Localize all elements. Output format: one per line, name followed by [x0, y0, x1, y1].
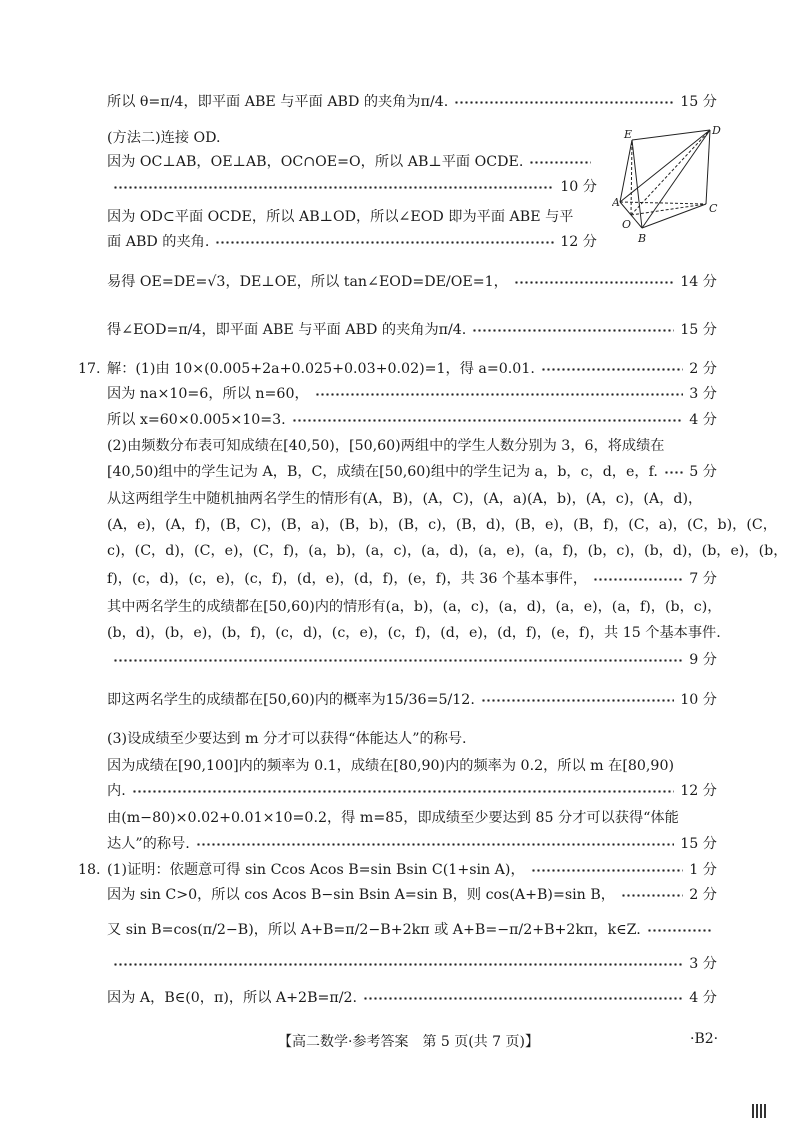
edge-D-A [620, 130, 710, 202]
line-31: 因为 A，B∈(0，π)，所以 A+2B=π/2. 4 分 [107, 990, 717, 1006]
label-B: B [638, 232, 647, 245]
edge-O-C [631, 204, 706, 215]
page-id: ·B2· [690, 1031, 719, 1047]
edge-O-E [631, 140, 632, 215]
line-18: 其中两名学生的成绩都在[50,60)内的情形有(a，b)，(a，c)，(a，d)，(a，e)，(a，f)，(b，c)， [107, 599, 722, 615]
line-15: (A，e)，(A，f)，(B，C)，(B，a)，(B，b)，(B，c)，(B，d)，(B，e)，(B，f)，(C，a)，(C，b)，(C， [107, 517, 777, 533]
line-1: 所以 θ=π/4，即平面 ABE 与平面 ABD 的夹角为π/4. 15 分 [107, 94, 717, 110]
line-21: 即这两名学生的成绩都在[50,60)内的概率为15/36=5/12. 10 分 [107, 692, 717, 708]
line-17: f)，(c，d)，(c，e)，(c，f)，(d，e)，(d，f)，(e，f)，共 36 个基本事件， 7 分 [107, 571, 717, 587]
problem-number-17: 17. [78, 361, 101, 377]
edge-A-C [620, 202, 706, 204]
edge-E-A [620, 140, 632, 202]
edge-O-D [631, 130, 710, 215]
line-25: 由(m−80)×0.02+0.01×10=0.2，得 m=85，即成绩至少要达到 85 分才可以获得“体能 [107, 810, 679, 826]
line-29: 又 sin B=cos(π/2−B)，所以 A+B=π/2−B+2kπ 或 A+B=−π/2+B+2kπ，k∈Z. [107, 920, 717, 940]
line-26: 达人”的称号. 15 分 [107, 836, 717, 852]
edge-D-C [706, 130, 710, 204]
qr-code-icon [752, 1104, 766, 1118]
label-D: D [712, 124, 721, 137]
line-2: (方法二)连接 OD. [107, 130, 221, 146]
line-13: [40,50)组中的学生记为 A，B，C，成绩在[50,60)组中的学生记为 a，b，c，d，e，f. 5 分 [107, 464, 717, 480]
line-22: (3)设成绩至少要达到 m 分才可以获得“体能达人”的称号. [107, 731, 467, 747]
edge-D-B [642, 130, 710, 228]
line-5: 因为 OD⊂平面 OCDE，所以 AB⊥OD，所以∠EOD 即为平面 ABE 与平 [107, 209, 574, 225]
line-12: (2)由频数分布表可知成绩在[40,50)，[50,60)两组中的学生人数分别为 3，6，将成绩在 [107, 438, 665, 454]
line-19: (b，d)，(b，e)，(b，f)，(c，d)，(c，e)，(c，f)，(d，e)，(d，f)，(e，f)，共 15 个基本事件. [107, 625, 721, 641]
line-9: 解：(1)由 10×(0.005+2a+0.025+0.03+0.02)=1，得 a=0.01. 2 分 [107, 361, 717, 377]
edge-E-D [632, 130, 710, 140]
line-8: 得∠EOD=π/4，即平面 ABE 与平面 ABD 的夹角为π/4. 15 分 [107, 322, 717, 338]
problem-number-18: 18. [78, 862, 101, 878]
line-11: 所以 x=60×0.005×10=3. 4 分 [107, 412, 717, 428]
label-O: O [622, 218, 632, 231]
line-16: c)，(C，d)，(C，e)，(C，f)，(a，b)，(a，c)，(a，d)，(a，e)，(a，f)，(b，c)，(b，d)，(b，e)，(b， [107, 543, 788, 559]
edge-B-C [642, 204, 706, 228]
line-23: 因为成绩在[90,100]内的频率为 0.1，成绩在[80,90)内的频率为 0.2，所以 m 在[80,90) [107, 758, 675, 774]
geometry-diagram [612, 124, 722, 248]
label-C: C [709, 202, 718, 215]
line-6: 面 ABD 的夹角. 12 分 [107, 234, 597, 250]
line-27: (1)证明：依题意可得 sin Ccos Acos B=sin Bsin C(1+sin A)， 1 分 [107, 862, 717, 878]
line-28: 因为 sin C>0，所以 cos Acos B−sin Bsin A=sin B，则 cos(A+B)=sin B， 2 分 [107, 887, 717, 903]
line-24: 内. 12 分 [107, 783, 717, 799]
label-E: E [624, 128, 633, 141]
line-14: 从这两组学生中随机抽两名学生的情形有(A，B)，(A，C)，(A，a)(A，b)，(A，c)，(A，d)， [107, 491, 703, 507]
line-10: 因为 na×10=6，所以 n=60， 3 分 [107, 386, 717, 402]
line-20: 9 分 [107, 650, 717, 670]
line-4: 10 分 [107, 177, 597, 197]
label-A: A [612, 196, 620, 209]
line-7: 易得 OE=DE=√3，DE⊥OE，所以 tan∠EOD=DE/OE=1， 14 分 [107, 274, 717, 290]
line-30: 3 分 [107, 954, 717, 974]
page-footer: 【高二数学·参考答案 第 5 页(共 7 页)】 [278, 1034, 539, 1050]
line-3: 因为 OC⊥AB，OE⊥AB，OC∩OE=O，所以 AB⊥平面 OCDE. [107, 152, 597, 172]
